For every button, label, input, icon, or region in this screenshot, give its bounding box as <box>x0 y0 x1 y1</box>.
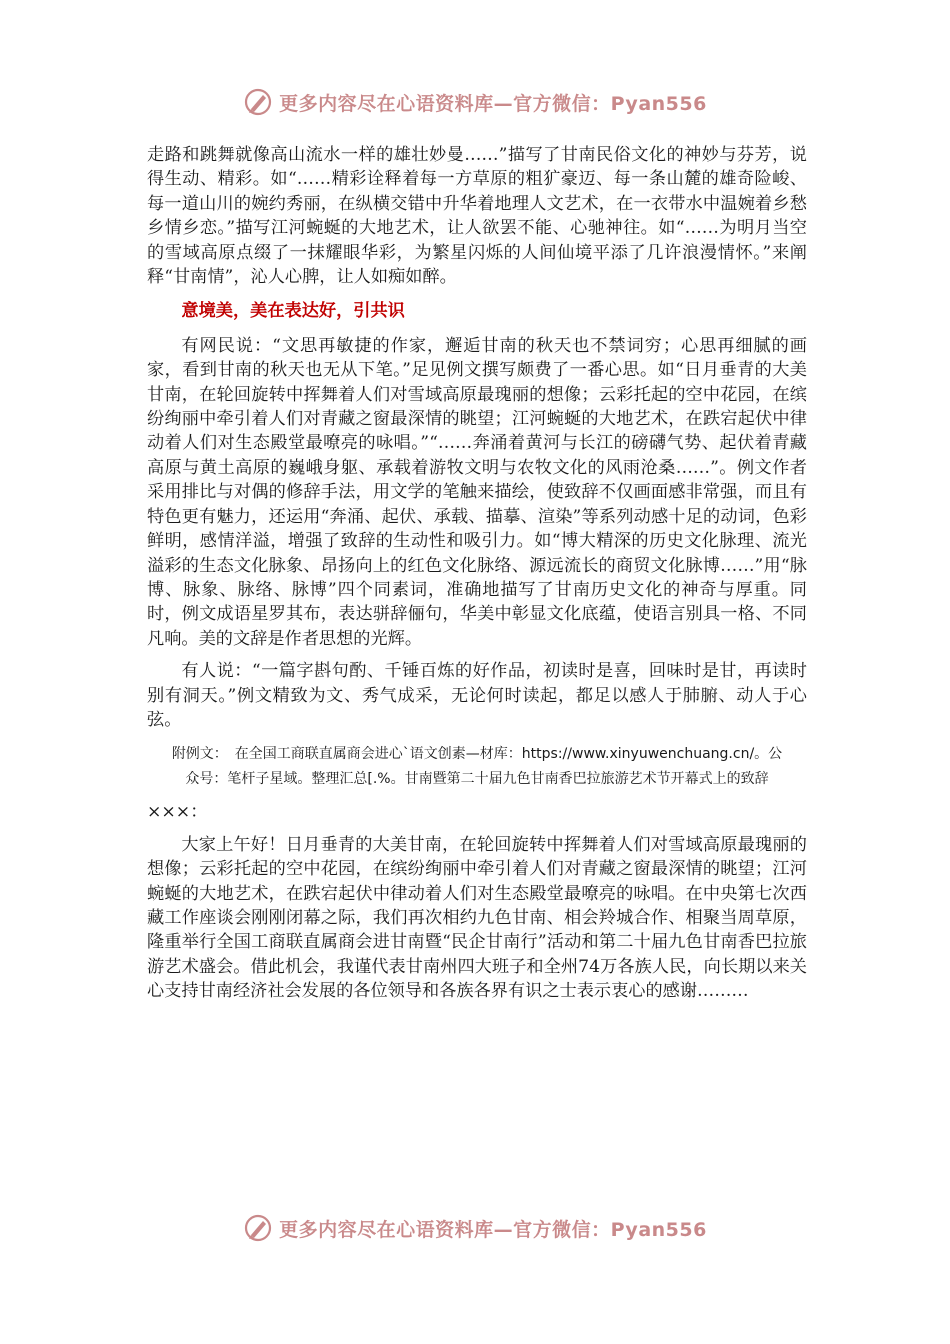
paragraph-4: 大家上午好！日月垂青的大美甘南，在轮回旋转中挥舞着人们对雪域高原最瑰丽的想像；云彩托起的空中花园，在缤纷绚丽中牵引着人们对青藏之窗最深情的眺望；江河蜿蜒的大地艺术，在跌宕起伏中律动着人们对生态殿堂最嘹亮的咏唱。在中央第七次西藏工作座谈会刚刚闭幕之际，我们再次相约九色甘南、相会羚城合作、相聚当周草原，隆重举行全国工商联直属商会进甘南暨“民企甘南行”活动和第二十届九色甘南香巴拉旅游艺术盛会。借此机会，我谨代表甘南州四大班子和全州74万各族人民，向长期以来关心支持甘南经济社会发展的各位领导和各族各界有识之士表示衷心的感谢……… <box>147 834 807 1002</box>
paragraph-2: 有网民说：“文思再敏捷的作家，邂逅甘南的秋天也不禁词穷；心思再细腻的画家，看到甘南的秋天也无从下笔。”足见例文撰写颇费了一番心思。如“日月垂青的大美甘南，在轮回旋转中挥舞着人们对雪域高原最瑰丽的想像；云彩托起的空中花园，在缤纷绚丽中牵引着人们对青藏之窗最深情的眺望；江河蜿蜒的大地艺术，在跌宕起伏中律动着人们对生态殿堂最嘹亮的咏唱。”“……奔涌着黄河与长江的磅礴气势、起伏着青藏高原与黄土高原的巍峨身躯、承载着游牧文明与农牧文化的风雨沧桑……”。例文作者采用排比与对偶的修辞手法，用文学的笔触来描绘，使致辞不仅画面感非常强，而且有特色更有魅力，还运用“奔涌、起伏、承载、描摹、渲染”等系列动感十足的动词，色彩鲜明，感情洋溢，增强了致辞的生动性和吸引力。如“博大精深的历史文化脉理、流光溢彩的生态文化脉象、昂扬向上的红色文化脉络、源远流长的商贸文化脉博……”用“脉博、脉象、脉络、脉博”四个同素词，准确地描写了甘南历史文化的神奇与厚重。同时，例文成语星罗其布，表达骈辞俪句，华美中彰显文化底蕴，使语言别具一格、不同凡响。美的文辞是作者思想的光辉。 <box>147 335 807 649</box>
banner-text: 更多内容尽在心语资料库—官方微信：Pyan556 <box>279 92 707 115</box>
section-heading: 意境美，美在表达好，引共识 <box>181 301 405 322</box>
pen-logo-icon <box>243 1213 273 1243</box>
banner-text: 更多内容尽在心语资料库—官方微信：Pyan556 <box>279 1218 707 1241</box>
document-body <box>147 143 807 1004</box>
salutation: ×××： <box>147 802 208 823</box>
appendix-note: 附例文： 在全国工商联直属商会进心`语文创素—材库：https://www.xinyuwenchuang.cn/。公众号：笔杆子星域。整理汇总[.%。甘南暨第二十届九色甘南香巴拉旅游艺术节开幕式上的致辞 <box>171 746 783 788</box>
paragraph-3: 有人说：“一篇字斟句酌、千锤百炼的好作品，初读时是喜，回味时是甘，再读时别有洞天。”例文精致为文、秀气成采，无论何时读起，都足以感人于肺腑、动人于心弦。 <box>147 661 807 730</box>
header-banner <box>0 82 950 122</box>
footer-banner <box>0 1208 950 1248</box>
pen-logo-icon <box>243 87 273 117</box>
paragraph-1: 走路和跳舞就像高山流水一样的雄壮妙曼……”描写了甘南民俗文化的神妙与芬芳，说得生动、精彩。如“……精彩诠释着每一方草原的粗犷豪迈、每一条山麓的雄奇险峻、每一道山川的婉约秀丽，在纵横交错中升华着地理人文艺术，在一衣带水中温婉着乡愁乡情乡恋。”描写江河蜿蜒的大地艺术，让人欲罢不能、心驰神往。如“……为明月当空的雪域高原点缀了一抹耀眼华彩，为繁星闪烁的人间仙境平添了几许浪漫情怀。”来阐释“甘南情”，沁人心脾，让人如痴如醉。 <box>147 145 807 288</box>
